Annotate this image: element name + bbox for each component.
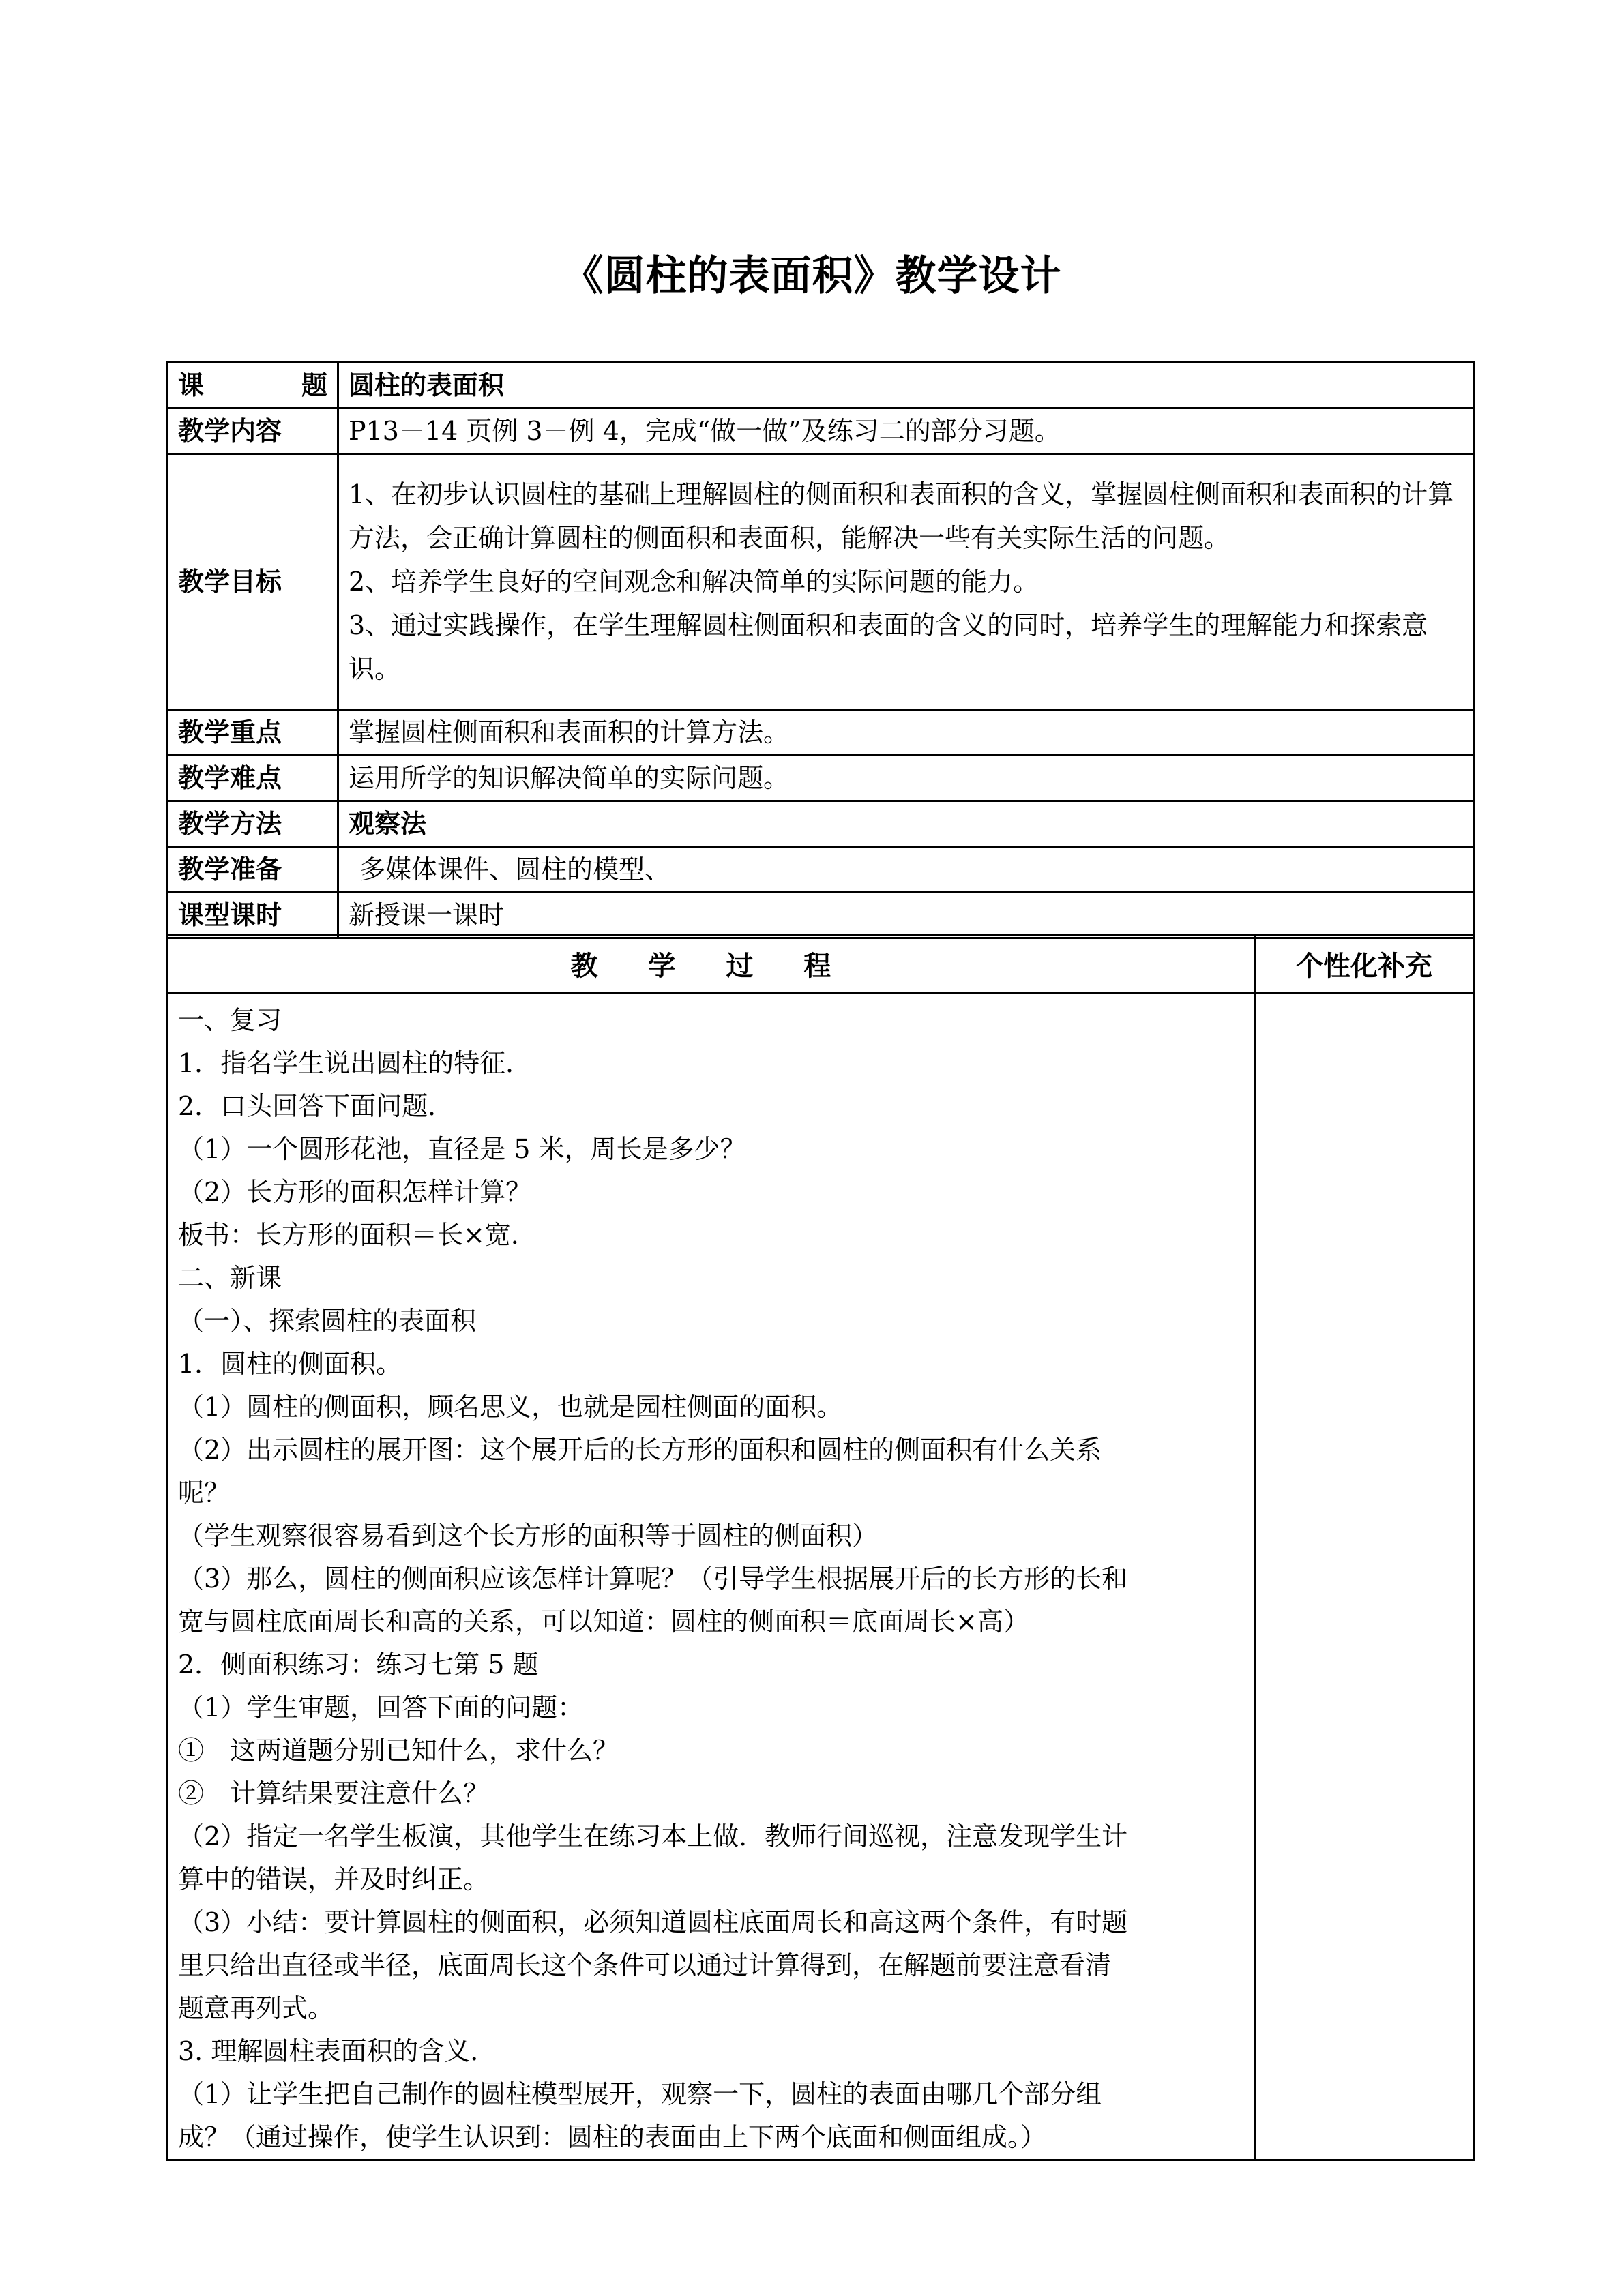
label-difficulty: 教学难点 (168, 756, 338, 801)
process-line: （1）一个圆形花池，直径是 5 米，周长是多少？ (178, 1134, 746, 1164)
lesson-info-table (166, 361, 1475, 939)
process-line: 宽与圆柱底面周长和高的关系，可以知道：圆柱的侧面积＝底面周长×高） (178, 1607, 1029, 1637)
row-difficulty (168, 756, 1474, 801)
process-line: ① 这两道题分别已知什么，求什么？ (178, 1735, 619, 1765)
process-line: 题意再列式。 (178, 1993, 334, 2023)
process-line: （一）、探索圆柱的表面积 (178, 1306, 477, 1336)
process-line: 板书：长方形的面积＝长×宽． (178, 1220, 537, 1250)
label-goals: 教学目标 (168, 454, 338, 710)
process-line: 2．侧面积练习：练习七第 5 题 (178, 1650, 539, 1680)
process-line: 呢？ (178, 1478, 231, 1508)
process-line: （学生观察很容易看到这个长方形的面积等于圆柱的侧面积） (178, 1521, 879, 1551)
value-goals (338, 454, 1474, 710)
value-difficulty: 运用所学的知识解决简单的实际问题。 (338, 756, 1474, 801)
process-header: 教 学 过 程 (168, 936, 1255, 993)
goal-item: 2、培养学生良好的空间观念和解决简单的实际问题的能力。 (349, 567, 1039, 597)
row-method (168, 801, 1474, 847)
process-line: （1）圆柱的侧面积，顾名思义，也就是园柱侧面的面积。 (178, 1392, 843, 1422)
row-goals (168, 454, 1474, 710)
process-line: （2）指定一名学生板演，其他学生在练习本上做．教师行间巡视，注意发现学生计 (178, 1821, 1128, 1851)
process-line: （3）那么，圆柱的侧面积应该怎样计算呢？（引导学生根据展开后的长方形的长和 (178, 1564, 1128, 1594)
process-line: 二、新课 (178, 1263, 282, 1293)
process-line: （1）让学生把自己制作的圆柱模型展开，观察一下，圆柱的表面由哪几个部分组 (178, 2079, 1102, 2109)
row-preparation (168, 847, 1474, 893)
row-lesson-type (168, 893, 1474, 938)
process-line: 算中的错误，并及时纠正。 (178, 1864, 490, 1894)
process-line: 1．指名学生说出圆柱的特征． (178, 1048, 532, 1078)
process-line: 里只给出直径或半径，底面周长这个条件可以通过计算得到，在解题前要注意看清 (178, 1950, 1112, 1980)
value-lesson-type: 新授课一课时 (338, 893, 1474, 938)
process-content (168, 993, 1255, 2160)
process-body-row (168, 993, 1474, 2160)
process-line: （3）小结：要计算圆柱的侧面积，必须知道圆柱底面周长和高这两个条件，有时题 (178, 1907, 1128, 1937)
label-topic: 课 题 (168, 363, 338, 408)
process-line: （1）学生审题，回答下面的问题： (178, 1693, 584, 1723)
label-preparation: 教学准备 (168, 847, 338, 893)
process-line: 一、复习 (178, 1005, 282, 1035)
value-method: 观察法 (338, 801, 1474, 847)
process-header-row (168, 936, 1474, 993)
goal-item: 1、在初步认识圆柱的基础上理解圆柱的侧面积和表面积的含义，掌握圆柱侧面积和表面积的计算方法，会正确计算圆柱的侧面积和表面积，能解决一些有关实际生活的问题。 (349, 479, 1454, 553)
value-content: P13－14 页例 3－例 4，完成“做一做”及练习二的部分习题。 (338, 408, 1474, 454)
row-key-point (168, 710, 1474, 756)
label-method: 教学方法 (168, 801, 338, 847)
row-topic (168, 363, 1474, 408)
teaching-process-table (166, 934, 1475, 2161)
personalized-supplement-cell (1255, 993, 1474, 2160)
label-key-point: 教学重点 (168, 710, 338, 756)
process-line: 1．圆柱的侧面积。 (178, 1349, 402, 1379)
personalized-supplement-header: 个性化补充 (1255, 936, 1474, 993)
process-line: 成？（通过操作，使学生认识到：圆柱的表面由上下两个底面和侧面组成。） (178, 2122, 1047, 2152)
process-line: ② 计算结果要注意什么？ (178, 1778, 490, 1808)
value-topic: 圆柱的表面积 (338, 363, 1474, 408)
process-line: 3. 理解圆柱表面积的含义． (178, 2036, 497, 2066)
label-lesson-type: 课型课时 (168, 893, 338, 938)
goal-item: 3、通过实践操作，在学生理解圆柱侧面积和表面的含义的同时，培养学生的理解能力和探索意识。 (349, 610, 1428, 684)
process-line: （2）出示圆柱的展开图：这个展开后的长方形的面积和圆柱的侧面积有什么关系 (178, 1435, 1102, 1465)
document-title: 《圆柱的表面积》教学设计 (562, 252, 1062, 300)
row-content (168, 408, 1474, 454)
value-key-point: 掌握圆柱侧面积和表面积的计算方法。 (338, 710, 1474, 756)
label-content: 教学内容 (168, 408, 338, 454)
process-line: （2）长方形的面积怎样计算？ (178, 1177, 532, 1207)
value-preparation: 多媒体课件、圆柱的模型、 (338, 847, 1474, 893)
process-line: 2．口头回答下面问题． (178, 1091, 454, 1121)
